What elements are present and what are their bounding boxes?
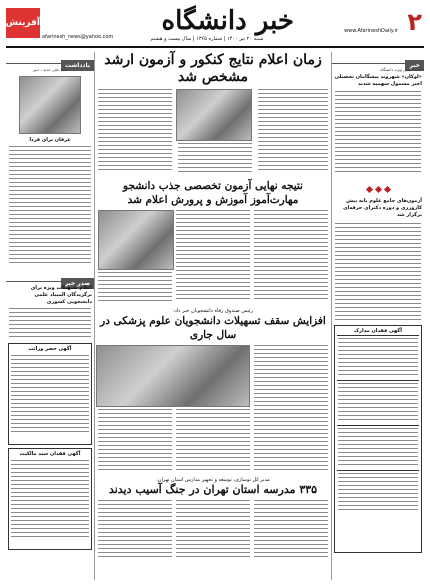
story-body — [176, 210, 250, 302]
divider — [337, 425, 419, 426]
diamond-icon — [374, 186, 381, 193]
ad-title: آگهی فقدان سند مالکیت — [19, 451, 81, 457]
divider — [337, 380, 419, 381]
middle-column — [98, 52, 328, 580]
column-title: عرفان برای فردا — [29, 137, 71, 143]
story-body — [98, 500, 172, 560]
ad-body — [11, 355, 89, 435]
story-body — [254, 345, 328, 471]
author-line: سید علی جدید ـ دبیر — [32, 67, 68, 72]
story-kicker: نسخه چاپی ویژه دانشگاه — [380, 67, 422, 72]
story-body — [178, 143, 252, 173]
story-body — [335, 91, 421, 175]
lead-story — [98, 89, 328, 173]
exam-hall-photo — [176, 89, 252, 141]
story-body — [98, 272, 172, 302]
story-block — [98, 345, 328, 471]
legal-ad-box — [8, 343, 92, 445]
students-photo — [98, 210, 174, 270]
medical-students-photo — [96, 345, 250, 407]
lead-headline: زمان اعلام نتایج کنکور و آزمون ارشد مشخص شد — [104, 52, 322, 85]
story-headline: افزایش سقف تسهیلات دانشجویان علوم پزشکی در سال جاری — [100, 315, 326, 341]
legal-ad-box — [8, 448, 92, 550]
brief-header — [6, 270, 94, 287]
masthead — [6, 6, 424, 48]
diamond-icon — [365, 186, 372, 193]
story-block — [98, 500, 328, 560]
story-body — [254, 500, 328, 560]
story-block — [98, 210, 328, 302]
story-headline: نتیجه نهایی آزمون تخصصی جذب دانشجو مهارت‌آموز آموزش و پرورش اعلام شد — [123, 180, 303, 206]
separator — [332, 177, 424, 196]
section-title: خبر دانشگاه — [161, 6, 294, 36]
brief-title: اعلام تسهیلات ویژه برای برگزیدگان المپیاد علمی دانشجویی کشوری — [30, 285, 92, 305]
story-body — [335, 223, 421, 321]
website-url[interactable]: www.AfarineshDaily.ir — [344, 28, 398, 34]
brief-body — [9, 308, 91, 340]
classified-ad — [338, 338, 418, 378]
newspaper-page — [6, 6, 424, 580]
right-column — [331, 52, 424, 580]
brief-tab: صدر خبر — [61, 278, 94, 289]
story-kicker: رئیس صندوق رفاه دانشجویان خبر داد: — [172, 308, 253, 314]
ad-title: آگهی حصر وراثت — [28, 346, 72, 352]
brand-logo: آفرینش — [6, 8, 40, 38]
opinion-tab: یادداشت — [61, 60, 94, 71]
classified-ad — [338, 473, 418, 513]
story-body — [258, 89, 328, 173]
classifieds-box — [334, 325, 422, 553]
dateline: شنبه ۲۰ تیر ۱۴۰۰ | شماره ۱۳۶۵ | سال بیست و هشتم — [150, 36, 264, 42]
story-kicker: مدیر کل نوسازی، توسعه و تجهیز مدارس استان تهران: — [156, 477, 270, 483]
story-title: «لوکان» شهروند پیشگامان تحصیلی اخیر مشمول سهمیه شدند — [334, 74, 422, 87]
email-address[interactable]: afarinesh_news@yahoo.com — [42, 34, 114, 40]
classifieds-title: آگهی فقدان مدارک — [337, 328, 419, 336]
story-body — [98, 89, 172, 173]
classified-ad — [338, 383, 418, 423]
story-title: آزمون‌های جامع علوم پایه پیش کارورزی و دوره دکترای حرفه‌ای برگزار شد — [343, 198, 422, 218]
right-column-header — [332, 52, 424, 69]
page-number: ۲ — [407, 8, 422, 36]
divider — [337, 470, 419, 471]
opinion-header — [6, 52, 94, 69]
classified-ad — [338, 428, 418, 468]
left-column — [6, 52, 95, 580]
story-body — [176, 500, 250, 560]
diamond-icon — [383, 186, 390, 193]
story-headline: ۳۳۵ مدرسه استان تهران در جنگ آسیب دیدند — [108, 483, 318, 496]
story-body — [98, 409, 172, 471]
columnist-portrait — [19, 76, 81, 134]
ad-body — [11, 460, 89, 540]
news-tab: خبر — [405, 60, 424, 71]
story-body — [254, 210, 328, 302]
column-body — [9, 146, 91, 266]
story-body — [176, 409, 250, 471]
